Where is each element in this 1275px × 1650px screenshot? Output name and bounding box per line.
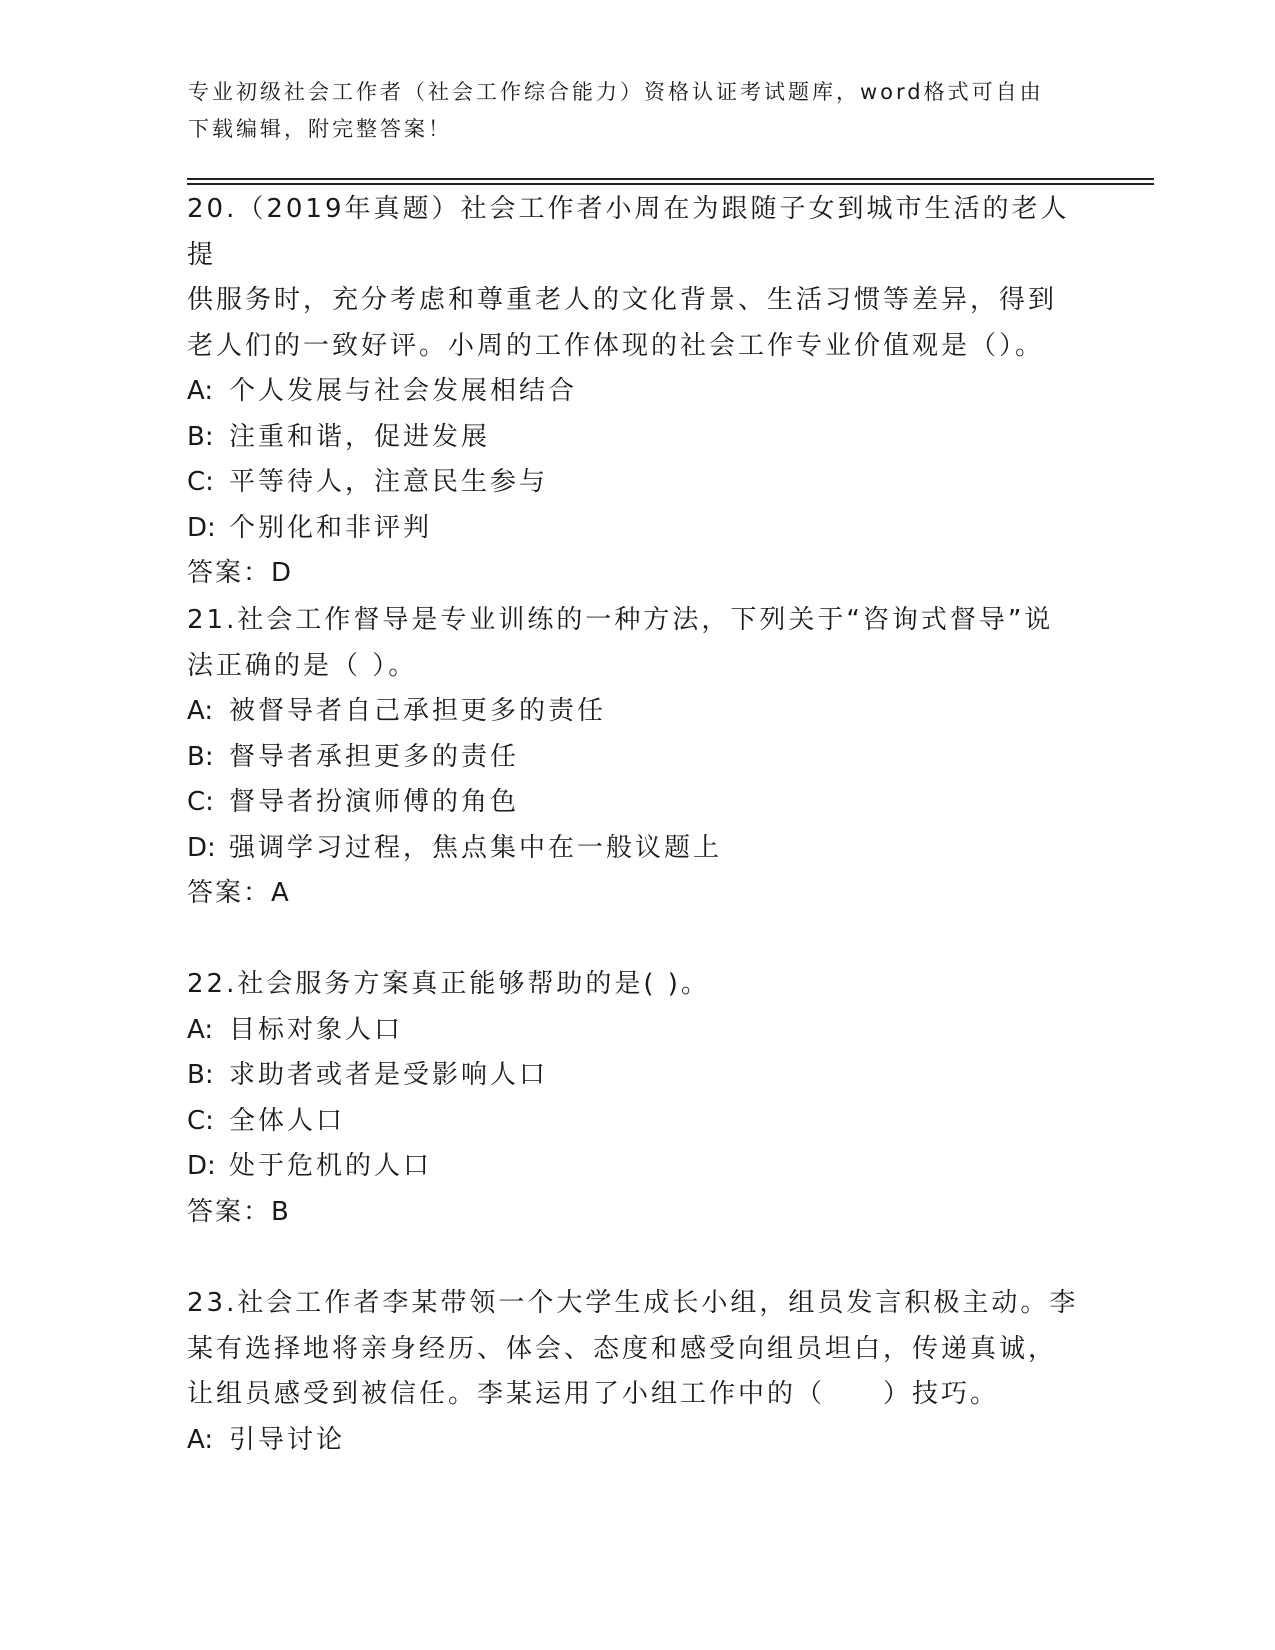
option-text: 强调学习过程，焦点集中在一般议题上 xyxy=(229,832,723,863)
question-stem-line: 20.（2019年真题）社会工作者小周在为跟随子女到城市生活的老人提 xyxy=(187,194,1070,270)
answer-line: 答案：D xyxy=(187,558,294,588)
option-letter: C: xyxy=(187,787,214,817)
option-letter: C: xyxy=(187,1105,214,1136)
answer-line: 答案：A xyxy=(187,878,291,908)
option-letter: D: xyxy=(187,512,216,543)
header-divider-bottom xyxy=(187,183,1154,185)
option-text: 处于危机的人口 xyxy=(229,1151,433,1181)
option-text: 被督导者自己承担更多的责任 xyxy=(229,696,607,726)
option-text: 全体人口 xyxy=(229,1105,346,1136)
option-text: 目标对象人口 xyxy=(229,1014,404,1045)
option-letter: A: xyxy=(187,696,214,726)
option-b xyxy=(187,415,1087,461)
option-letter: D: xyxy=(187,832,216,863)
question-stem-line: 某有选择地将亲身经历、体会、态度和感受向组员坦白，传递真诚， xyxy=(187,1333,1058,1364)
question-20 xyxy=(187,187,1087,597)
header-line-1: 专业初级社会工作者（社会工作综合能力）资格认证考试题库，word格式可自由 xyxy=(188,80,1044,104)
option-text: 引导讨论 xyxy=(229,1424,346,1455)
option-d xyxy=(187,826,1087,872)
option-letter: B: xyxy=(187,741,214,772)
question-stem-line: 老人们的一致好评。小周的工作体现的社会工作专业价值观是（）。 xyxy=(187,330,1045,361)
option-text: 督导者承担更多的责任 xyxy=(229,741,520,772)
option-c xyxy=(187,460,1087,506)
option-b xyxy=(187,1053,1087,1099)
option-c xyxy=(187,780,1087,826)
option-letter: A: xyxy=(187,1014,214,1045)
option-letter: C: xyxy=(187,467,214,497)
question-21 xyxy=(187,598,1087,917)
option-letter: D: xyxy=(187,1151,216,1181)
question-22 xyxy=(187,962,1087,1235)
option-text: 督导者扮演师傅的角色 xyxy=(229,787,520,817)
option-d xyxy=(187,1144,1087,1190)
option-a xyxy=(187,1418,1087,1464)
question-stem-line: 23.社会工作者李某带领一个大学生成长小组，组员发言积极主动。李 xyxy=(187,1288,1079,1318)
question-stem-line: 法正确的是（ ）。 xyxy=(187,650,418,681)
question-23 xyxy=(187,1281,1087,1463)
header-divider-top xyxy=(187,178,1154,180)
option-b xyxy=(187,735,1087,781)
option-text: 个别化和非评判 xyxy=(229,512,433,543)
question-stem-line: 22.社会服务方案真正能够帮助的是( )。 xyxy=(187,969,710,999)
answer-line: 答案：B xyxy=(187,1196,291,1227)
option-a xyxy=(187,1008,1087,1054)
option-a xyxy=(187,369,1087,415)
option-letter: B: xyxy=(187,421,214,452)
header-line-2: 下载编辑，附完整答案！ xyxy=(188,117,452,141)
option-text: 注重和谐，促进发展 xyxy=(229,421,491,452)
option-text: 平等待人，注意民生参与 xyxy=(229,467,549,497)
option-text: 求助者或者是受影响人口 xyxy=(229,1060,549,1090)
option-c xyxy=(187,1099,1087,1145)
option-text: 个人发展与社会发展相结合 xyxy=(229,376,578,406)
question-stem-line: 供服务时，充分考虑和尊重老人的文化背景、生活习惯等差异，得到 xyxy=(187,285,1058,315)
question-stem-line: 让组员感受到被信任。李某运用了小组工作中的（ ）技巧。 xyxy=(187,1379,1000,1409)
option-a xyxy=(187,689,1087,735)
option-letter: A: xyxy=(187,1424,214,1455)
option-letter: B: xyxy=(187,1060,214,1090)
option-d xyxy=(187,506,1087,552)
document-header xyxy=(188,74,1068,148)
question-stem-line: 21.社会工作督导是专业训练的一种方法，下列关于“咨询式督导”说 xyxy=(187,605,1054,635)
option-letter: A: xyxy=(187,376,214,406)
